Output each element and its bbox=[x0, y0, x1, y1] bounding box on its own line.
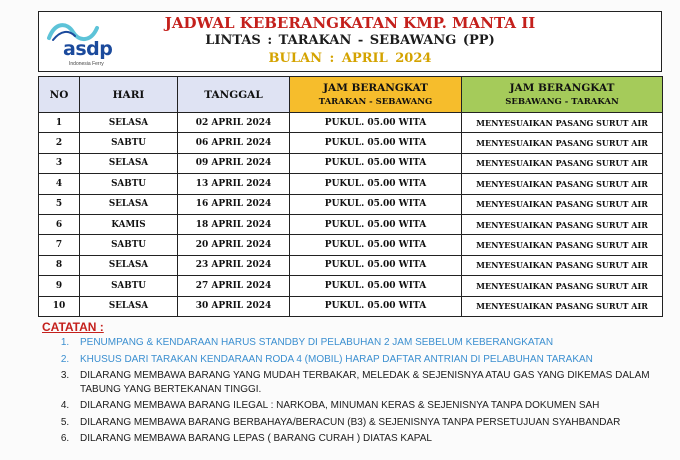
cell-hari: SABTU bbox=[80, 133, 178, 153]
col-jam-sebawang-tarakan bbox=[462, 77, 663, 113]
cell-no: 6 bbox=[39, 214, 80, 234]
cell-no: 3 bbox=[39, 153, 80, 173]
col-no: NO bbox=[39, 77, 80, 113]
cell-jam-a: PUKUL. 05.00 WITA bbox=[290, 276, 462, 296]
notes-title: CATATAN : bbox=[42, 320, 104, 334]
cell-hari: KAMIS bbox=[80, 214, 178, 234]
note-item: 1. PENUMPANG & KENDARAAN HARUS STANDBY DI PELABUHAN 2 JAM SEBELUM KEBERANGKATAN bbox=[72, 336, 672, 350]
cell-hari: SABTU bbox=[80, 174, 178, 194]
note-item: 6. DILARANG MEMBAWA BARANG LEPAS ( BARANG CURAH ) DIATAS KAPAL bbox=[72, 432, 672, 446]
logo-text: asdp bbox=[63, 38, 113, 60]
col-jam-a-title: JAM BERANGKAT bbox=[323, 82, 428, 94]
table-row bbox=[39, 153, 663, 173]
logo-tagline: Indonesia Ferry bbox=[69, 61, 104, 67]
cell-jam-b: MENYESUAIKAN PASANG SURUT AIR bbox=[462, 153, 663, 173]
notes-section bbox=[42, 320, 672, 449]
note-item: 4. DILARANG MEMBAWA BARANG ILEGAL : NARKOBA, MINUMAN KERAS & SEJENISNYA TANPA DOKUMEN SAH bbox=[72, 399, 672, 413]
table-row bbox=[39, 296, 663, 316]
cell-hari: SELASA bbox=[80, 153, 178, 173]
cell-tanggal: 09 APRIL 2024 bbox=[178, 153, 290, 173]
cell-hari: SABTU bbox=[80, 235, 178, 255]
cell-no: 2 bbox=[39, 133, 80, 153]
cell-no: 7 bbox=[39, 235, 80, 255]
route-line: LINTAS : TARAKAN - SEBAWANG (PP) bbox=[205, 33, 495, 48]
table-row bbox=[39, 255, 663, 275]
schedule-title: JADWAL KEBERANGKATAN KMP. MANTA II bbox=[164, 14, 536, 32]
table-row bbox=[39, 276, 663, 296]
table-row bbox=[39, 235, 663, 255]
table-row bbox=[39, 113, 663, 133]
col-hari: HARI bbox=[80, 77, 178, 113]
cell-no: 8 bbox=[39, 255, 80, 275]
cell-jam-a: PUKUL. 05.00 WITA bbox=[290, 296, 462, 316]
cell-jam-b: MENYESUAIKAN PASANG SURUT AIR bbox=[462, 113, 663, 133]
cell-hari: SELASA bbox=[80, 113, 178, 133]
cell-jam-b: MENYESUAIKAN PASANG SURUT AIR bbox=[462, 214, 663, 234]
note-item: 2. KHUSUS DARI TARAKAN KENDARAAN RODA 4 (MOBIL) HARAP DAFTAR ANTRIAN DI PELABUHAN TARAKAN bbox=[72, 353, 672, 367]
table-row bbox=[39, 214, 663, 234]
cell-tanggal: 27 APRIL 2024 bbox=[178, 276, 290, 296]
table-row bbox=[39, 133, 663, 153]
cell-hari: SELASA bbox=[80, 255, 178, 275]
cell-tanggal: 20 APRIL 2024 bbox=[178, 235, 290, 255]
cell-jam-b: MENYESUAIKAN PASANG SURUT AIR bbox=[462, 255, 663, 275]
table-row bbox=[39, 194, 663, 214]
cell-no: 5 bbox=[39, 194, 80, 214]
col-jam-b-title: JAM BERANGKAT bbox=[509, 82, 615, 94]
col-jam-tarakan-sebawang bbox=[290, 77, 462, 113]
cell-jam-b: MENYESUAIKAN PASANG SURUT AIR bbox=[462, 296, 663, 316]
schedule-table bbox=[38, 76, 663, 317]
cell-tanggal: 18 APRIL 2024 bbox=[178, 214, 290, 234]
cell-jam-a: PUKUL. 05.00 WITA bbox=[290, 214, 462, 234]
cell-tanggal: 16 APRIL 2024 bbox=[178, 194, 290, 214]
note-item: 3. DILARANG MEMBAWA BARANG YANG MUDAH TERBAKAR, MELEDAK & SEJENISNYA ATAU GAS YANG DIKEMAS DALAM TABUNG YANG BERTEKANAN TINGGI. bbox=[72, 369, 672, 396]
cell-hari: SELASA bbox=[80, 296, 178, 316]
cell-jam-b: MENYESUAIKAN PASANG SURUT AIR bbox=[462, 235, 663, 255]
cell-jam-a: PUKUL. 05.00 WITA bbox=[290, 235, 462, 255]
cell-tanggal: 06 APRIL 2024 bbox=[178, 133, 290, 153]
cell-jam-b: MENYESUAIKAN PASANG SURUT AIR bbox=[462, 194, 663, 214]
cell-tanggal: 13 APRIL 2024 bbox=[178, 174, 290, 194]
month-line: BULAN : APRIL 2024 bbox=[268, 51, 432, 66]
cell-jam-a: PUKUL. 05.00 WITA bbox=[290, 255, 462, 275]
note-item: 5. DILARANG MEMBAWA BARANG BERBAHAYA/BERACUN (B3) & SEJENISNYA TANPA PERSETUJUAN SYAHBANDAR bbox=[72, 416, 672, 430]
schedule-header bbox=[38, 11, 662, 72]
cell-no: 10 bbox=[39, 296, 80, 316]
col-jam-b-sub: SEBAWANG - TARAKAN bbox=[505, 97, 619, 107]
cell-no: 9 bbox=[39, 276, 80, 296]
cell-jam-a: PUKUL. 05.00 WITA bbox=[290, 194, 462, 214]
col-jam-a-sub: TARAKAN - SEBAWANG bbox=[318, 97, 433, 107]
table-header-row bbox=[39, 77, 663, 113]
table-row bbox=[39, 174, 663, 194]
cell-jam-a: PUKUL. 05.00 WITA bbox=[290, 153, 462, 173]
cell-jam-b: MENYESUAIKAN PASANG SURUT AIR bbox=[462, 276, 663, 296]
col-tanggal: TANGGAL bbox=[178, 77, 290, 113]
cell-tanggal: 30 APRIL 2024 bbox=[178, 296, 290, 316]
notes-list bbox=[42, 336, 672, 446]
cell-jam-b: MENYESUAIKAN PASANG SURUT AIR bbox=[462, 133, 663, 153]
cell-tanggal: 02 APRIL 2024 bbox=[178, 113, 290, 133]
cell-no: 1 bbox=[39, 113, 80, 133]
cell-no: 4 bbox=[39, 174, 80, 194]
cell-jam-a: PUKUL. 05.00 WITA bbox=[290, 113, 462, 133]
cell-hari: SABTU bbox=[80, 276, 178, 296]
cell-tanggal: 23 APRIL 2024 bbox=[178, 255, 290, 275]
cell-jam-b: MENYESUAIKAN PASANG SURUT AIR bbox=[462, 174, 663, 194]
cell-jam-a: PUKUL. 05.00 WITA bbox=[290, 133, 462, 153]
cell-jam-a: PUKUL. 05.00 WITA bbox=[290, 174, 462, 194]
cell-hari: SELASA bbox=[80, 194, 178, 214]
